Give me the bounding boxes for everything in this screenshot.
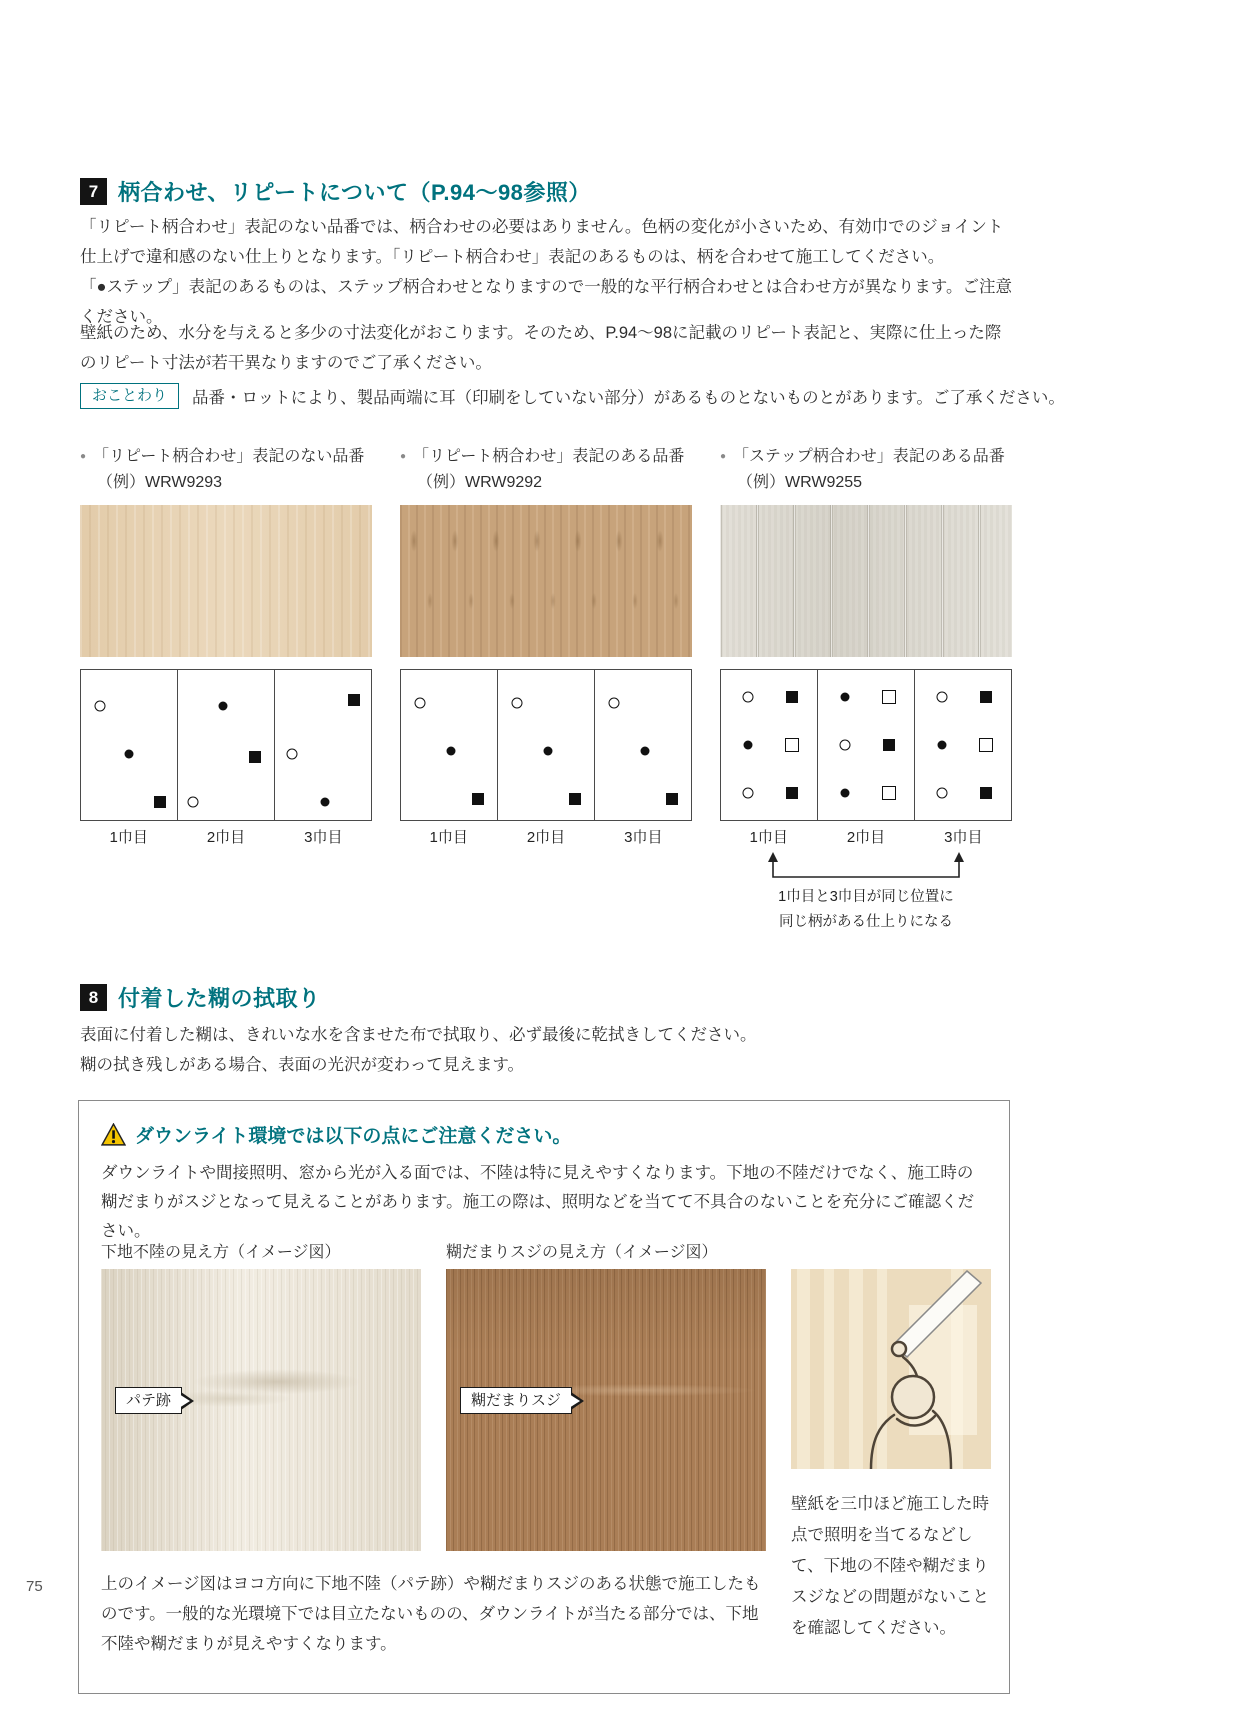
lighting-check-illustration <box>791 1269 991 1469</box>
section8-paragraph1: 表面に付着した糊は、きれいな水を含ませた布で拭取り、必ず最後に乾拭きしてください。 <box>80 1026 757 1044</box>
diagram-panel <box>497 669 595 821</box>
panel-width-label: 3巾目 <box>624 829 663 846</box>
diagram-panel <box>817 669 915 821</box>
filled-circle-symbol <box>543 747 552 756</box>
panel-width-label: 1巾目 <box>109 829 148 846</box>
bullet-icon: ● <box>80 451 87 462</box>
filled-circle-symbol <box>640 747 649 756</box>
page-number: 75 <box>26 1578 43 1595</box>
bullet-icon: ● <box>400 451 407 462</box>
diagram-panel <box>914 669 1012 821</box>
bracket-arrow-icon <box>761 850 971 882</box>
open-circle-symbol <box>287 749 298 760</box>
open-circle-symbol <box>742 692 753 703</box>
disclaimer-text: 品番・ロットにより、製品両端に耳（印刷をしていない部分）があるものとないものとがあります。ご了承ください。 <box>192 389 1065 407</box>
putty-unevenness-image <box>101 1269 421 1551</box>
filled-square-symbol <box>786 787 798 799</box>
panel-labels-row <box>80 826 372 847</box>
filled-circle-symbol <box>937 741 946 750</box>
panel-width-label: 1巾目 <box>749 829 788 846</box>
filled-square-symbol <box>249 751 261 763</box>
panel-width-label: 1巾目 <box>429 829 468 846</box>
open-square-symbol <box>882 690 896 704</box>
section8-paragraph2: 糊の拭き残しがある場合、表面の光沢が変わって見えます。 <box>80 1056 525 1074</box>
panel-width-label: 2巾目 <box>846 829 886 846</box>
wallpaper-sample-image-3 <box>720 505 1012 657</box>
panel-width-label: 2巾目 <box>526 829 566 846</box>
filled-square-symbol <box>666 793 678 805</box>
wallpaper-sample-image-2 <box>400 505 692 657</box>
section8-paragraph-block <box>80 1020 1015 1080</box>
filled-square-symbol <box>569 793 581 805</box>
warning-icon <box>101 1123 126 1146</box>
pattern-diagram-1 <box>80 669 372 821</box>
filled-square-symbol <box>883 739 895 751</box>
filled-circle-symbol <box>840 789 849 798</box>
open-square-symbol <box>882 786 896 800</box>
filled-square-symbol <box>472 793 484 805</box>
wallpaper-sample-image-1 <box>80 505 372 657</box>
filled-square-symbol <box>154 796 166 808</box>
section7-paragraph3: 壁紙のため、水分を与えると多少の寸法変化がおこります。そのため、P.94～98に記載のリピート表記と、実際に仕上った際のリピート寸法が若干異なりますのでご了承ください。 <box>80 324 1002 372</box>
section7-title: 柄合わせ、リピートについて（P.94～98参照） <box>118 180 591 205</box>
open-square-symbol <box>979 738 993 752</box>
diagram-panel <box>177 669 275 821</box>
open-circle-symbol <box>95 701 106 712</box>
section7-paragraph1: 「リピート柄合わせ」表記のない品番では、柄合わせの必要はありません。色柄の変化が小さいため、有効巾でのジョイント仕上げで違和感のない仕上りとなります。「リピート柄合わせ」表記のあるものは、柄を合わせて施工してください。 <box>80 218 1004 266</box>
open-circle-symbol <box>936 692 947 703</box>
diagram-panel <box>720 669 818 821</box>
pattern-example-column-3 <box>720 445 1012 935</box>
glue-streak-callout: 糊だまりスジ <box>460 1387 572 1414</box>
filled-circle-symbol <box>743 741 752 750</box>
caution-right-caption: 壁紙を三巾ほど施工した時点で照明を当てるなどして、下地の不陸や糊だまりスジなどの問題がないことを確認してください。 <box>791 1495 989 1637</box>
open-circle-symbol <box>742 788 753 799</box>
caution-body: ダウンライトや間接照明、窓から光が入る面では、不陸は特に見えやすくなります。下地の不陸だけでなく、施工時の糊だまりがスジとなって見えることがあります。施工の際は、照明などを当てて不具合のないことを充分にご確認ください。 <box>101 1164 975 1240</box>
step-match-bracket <box>720 850 1012 882</box>
section8-header <box>80 982 321 1013</box>
pattern-examples <box>80 445 1012 935</box>
glue-streak-image <box>446 1269 766 1551</box>
open-circle-symbol <box>839 740 850 751</box>
step-note-line2: 同じ柄がある仕上りになる <box>779 914 953 930</box>
panel-width-label: 3巾目 <box>304 829 343 846</box>
filled-circle-symbol <box>125 750 134 759</box>
bullet-icon: ● <box>720 451 727 462</box>
panel-labels-row <box>400 826 692 847</box>
pattern-example-heading: 「リピート柄合わせ」表記のある品番 <box>413 448 685 465</box>
section7-paragraph3-block <box>80 318 1015 378</box>
person-holding-light-icon <box>791 1269 991 1469</box>
open-square-symbol <box>785 738 799 752</box>
open-circle-symbol <box>512 698 523 709</box>
open-circle-symbol <box>415 698 426 709</box>
diagram-panel <box>80 669 178 821</box>
panel-width-label: 2巾目 <box>206 829 246 846</box>
panel-labels-row <box>720 826 1012 847</box>
open-circle-symbol <box>609 698 620 709</box>
filled-square-symbol <box>980 787 992 799</box>
filled-circle-symbol <box>840 693 849 702</box>
pattern-example-code: （例）WRW9293 <box>97 474 223 491</box>
pattern-diagram-3 <box>720 669 1012 821</box>
putty-image-label: 下地不陸の見え方（イメージ図） <box>101 1244 341 1261</box>
caution-title: ダウンライト環境では以下の点にご注意ください。 <box>135 1126 572 1147</box>
filled-square-symbol <box>348 694 360 706</box>
section7-paragraph-block <box>80 212 1015 332</box>
section7-paragraph2: 「●ステップ」表記のあるものは、ステップ柄合わせとなりますので一般的な平行柄合わせとは合わせ方が異なります。ご注意ください。 <box>80 278 1012 326</box>
filled-circle-symbol <box>320 798 329 807</box>
section7-number-badge: 7 <box>80 178 107 205</box>
panel-width-label: 3巾目 <box>944 829 983 846</box>
open-circle-symbol <box>936 788 947 799</box>
diagram-panel <box>594 669 692 821</box>
disclaimer-badge: おことわり <box>80 383 179 409</box>
section8-number-badge: 8 <box>80 984 107 1011</box>
pattern-example-column-1 <box>80 445 372 847</box>
pattern-example-heading: 「リピート柄合わせ」表記のない品番 <box>93 448 365 465</box>
diagram-panel <box>274 669 372 821</box>
open-circle-symbol <box>188 797 199 808</box>
pattern-example-code: （例）WRW9292 <box>417 474 543 491</box>
step-note-line1: 1巾目と3巾目が同じ位置に <box>778 889 954 905</box>
pattern-diagram-2 <box>400 669 692 821</box>
pattern-example-code: （例）WRW9255 <box>737 474 863 491</box>
putty-mark-callout: パテ跡 <box>115 1387 182 1414</box>
glue-image-label: 糊だまりスジの見え方（イメージ図） <box>446 1244 718 1261</box>
pattern-example-heading: 「ステップ柄合わせ」表記のある品番 <box>733 448 1005 465</box>
diagram-panel <box>400 669 498 821</box>
section8-title: 付着した糊の拭取り <box>118 986 321 1011</box>
disclaimer-row <box>80 383 1065 409</box>
filled-square-symbol <box>980 691 992 703</box>
downlight-caution-box <box>78 1100 1010 1694</box>
filled-circle-symbol <box>219 702 228 711</box>
caution-bottom-caption: 上のイメージ図はヨコ方向に下地不陸（パテ跡）や糊だまりスジのある状態で施工したものです。一般的な光環境下では目立たないものの、ダウンライトが当たる部分では、下地不陸や糊だまりが見えやすくなります。 <box>101 1575 761 1653</box>
filled-circle-symbol <box>446 747 455 756</box>
filled-square-symbol <box>786 691 798 703</box>
section7-header <box>80 176 591 207</box>
pattern-example-column-2 <box>400 445 692 847</box>
